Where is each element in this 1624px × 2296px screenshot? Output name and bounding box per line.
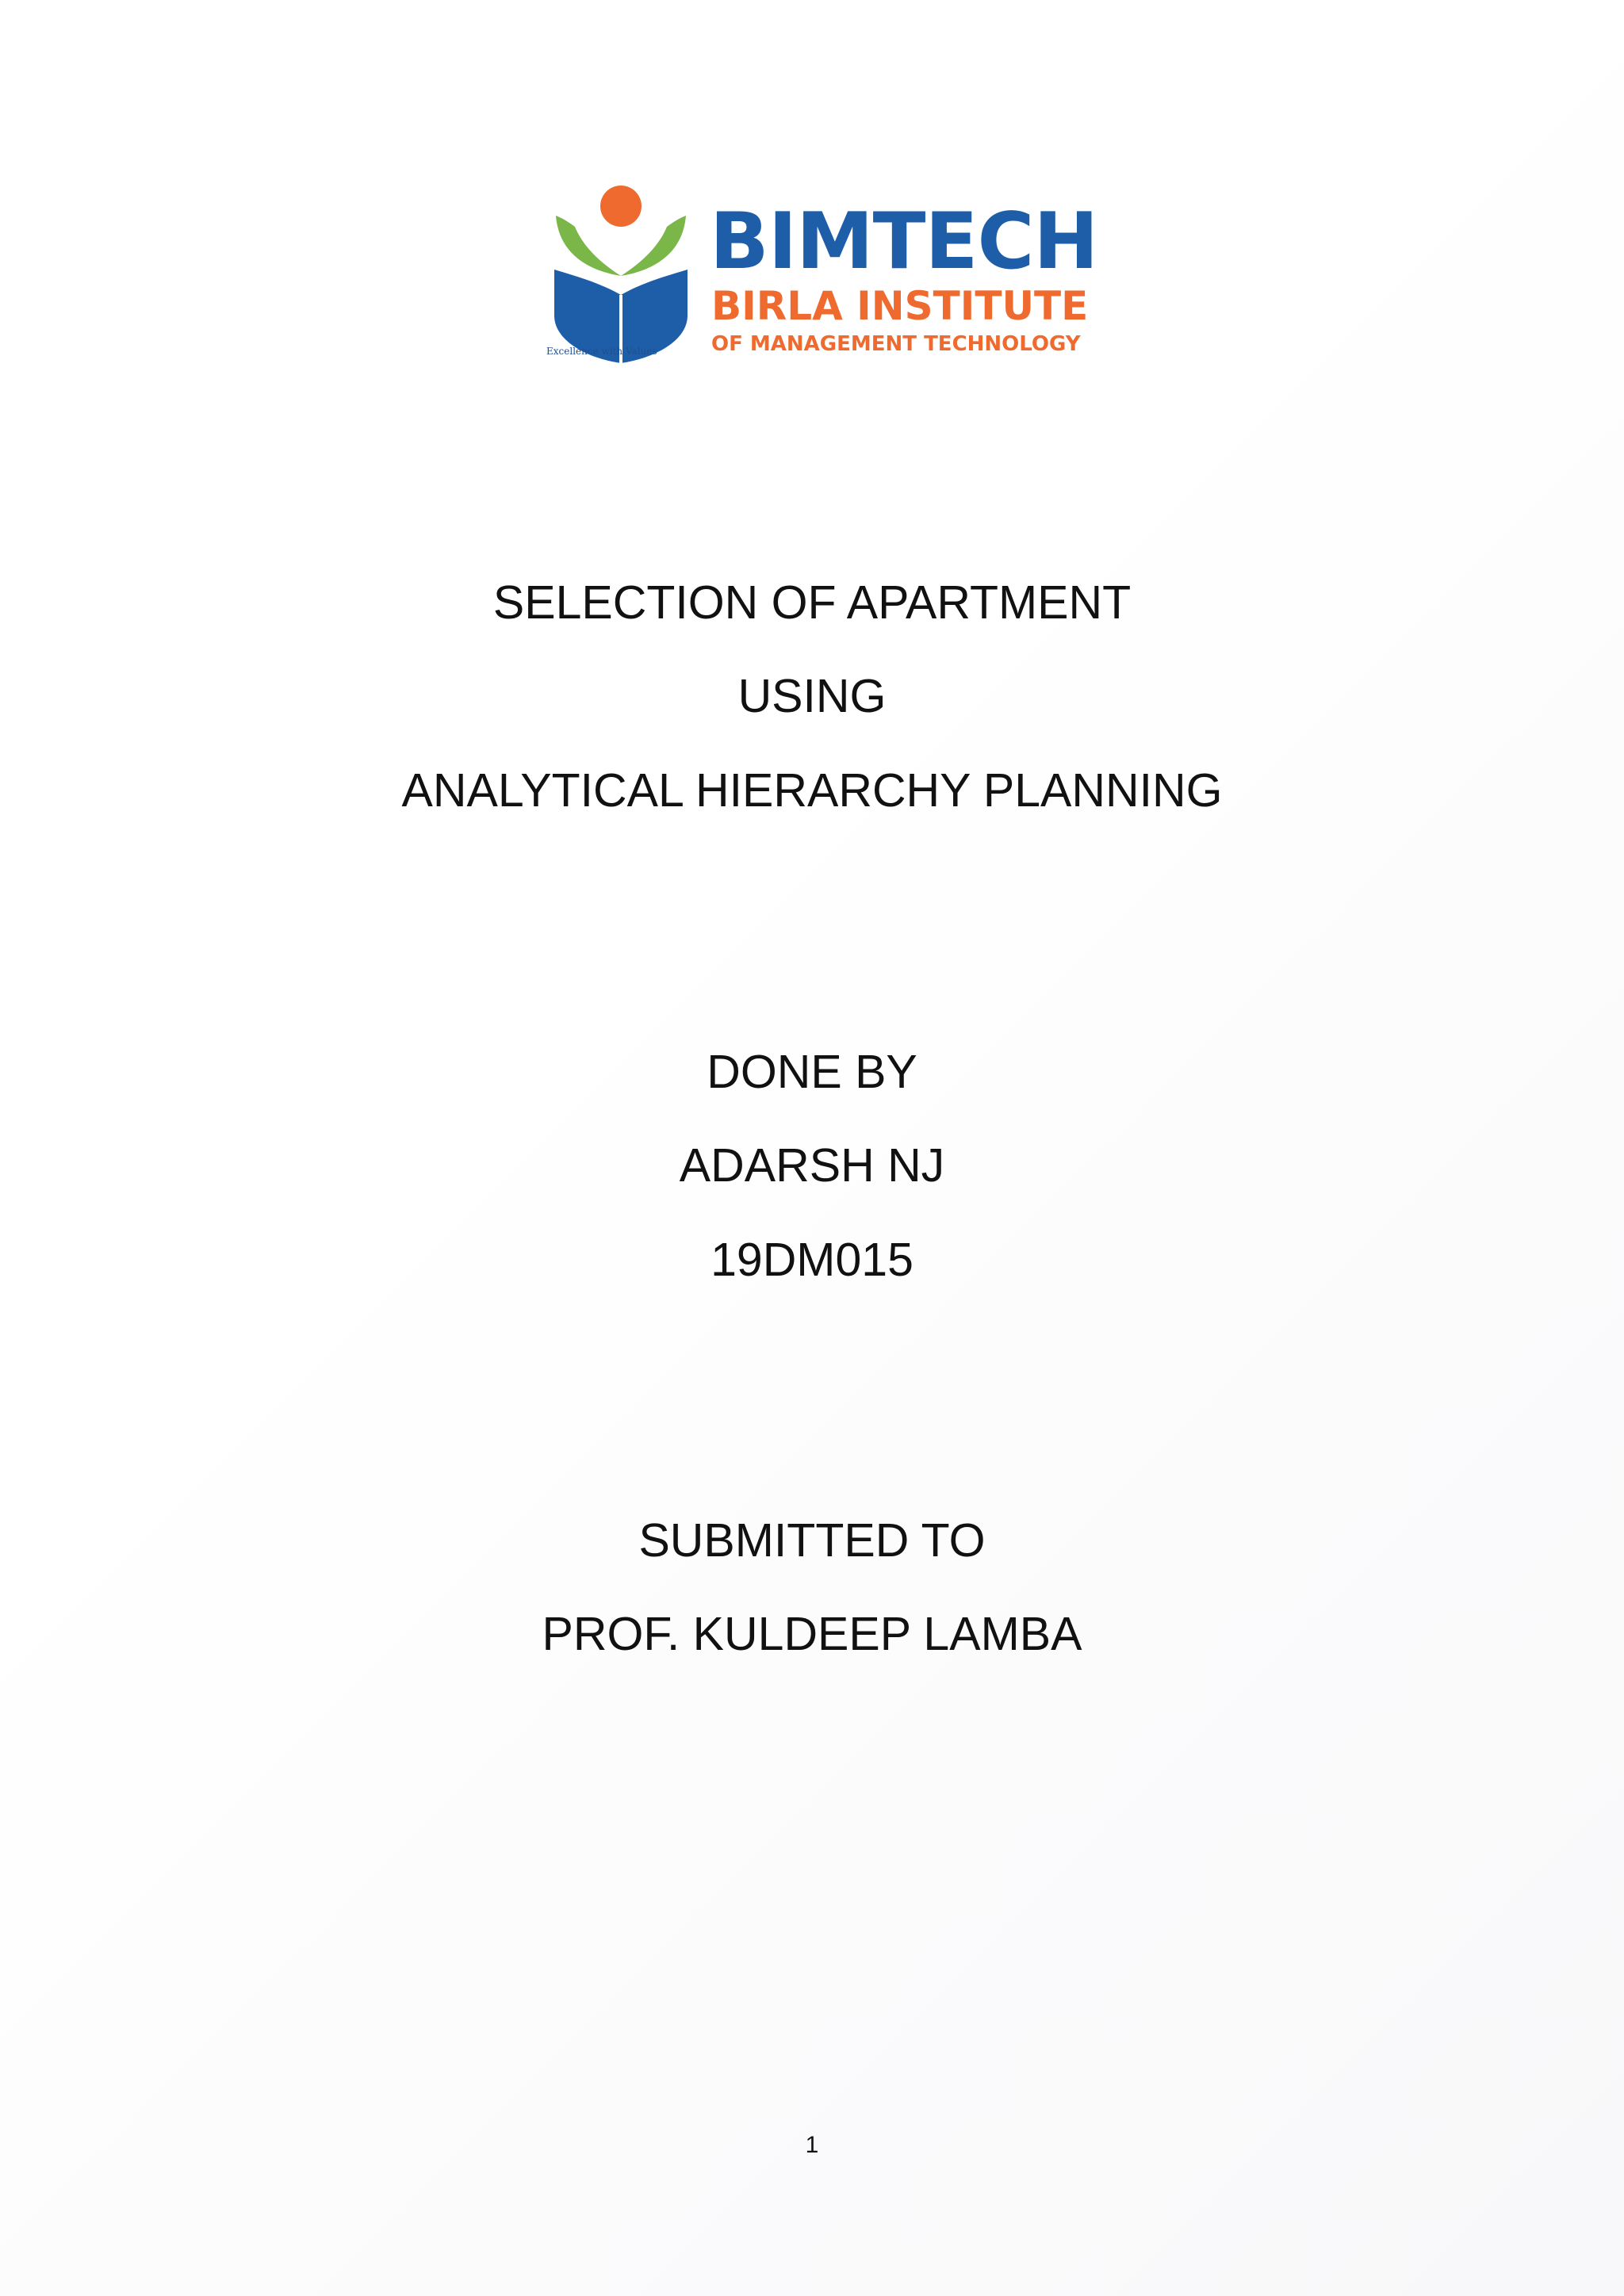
title-line-2: USING (737, 670, 887, 722)
title-line-3: ANALYTICAL HIERARCHY PLANNING (401, 764, 1223, 817)
logo-institute: BIRLA INSTITUTE (711, 283, 1089, 329)
bimtech-logo (546, 182, 1098, 365)
logo-name: BIMTECH (710, 197, 1098, 287)
bimtech-emblem-icon (551, 182, 690, 365)
bimtech-wordmark (710, 197, 1098, 365)
author-name: ADARSH NJ (679, 1139, 945, 1192)
logo-subtitle: OF MANAGEMENT TECHNOLOGY (711, 332, 1081, 356)
submission-recipient: PROF. KULDEEP LAMBA (542, 1608, 1082, 1660)
logo-tagline: Excellence with Values (546, 346, 657, 357)
page-number: 1 (805, 2132, 819, 2158)
title-line-1: SELECTION OF APARTMENT (492, 576, 1132, 629)
author-roll-number: 19DM015 (710, 1234, 914, 1286)
author-label: DONE BY (707, 1046, 917, 1098)
submission-label: SUBMITTED TO (638, 1514, 986, 1567)
